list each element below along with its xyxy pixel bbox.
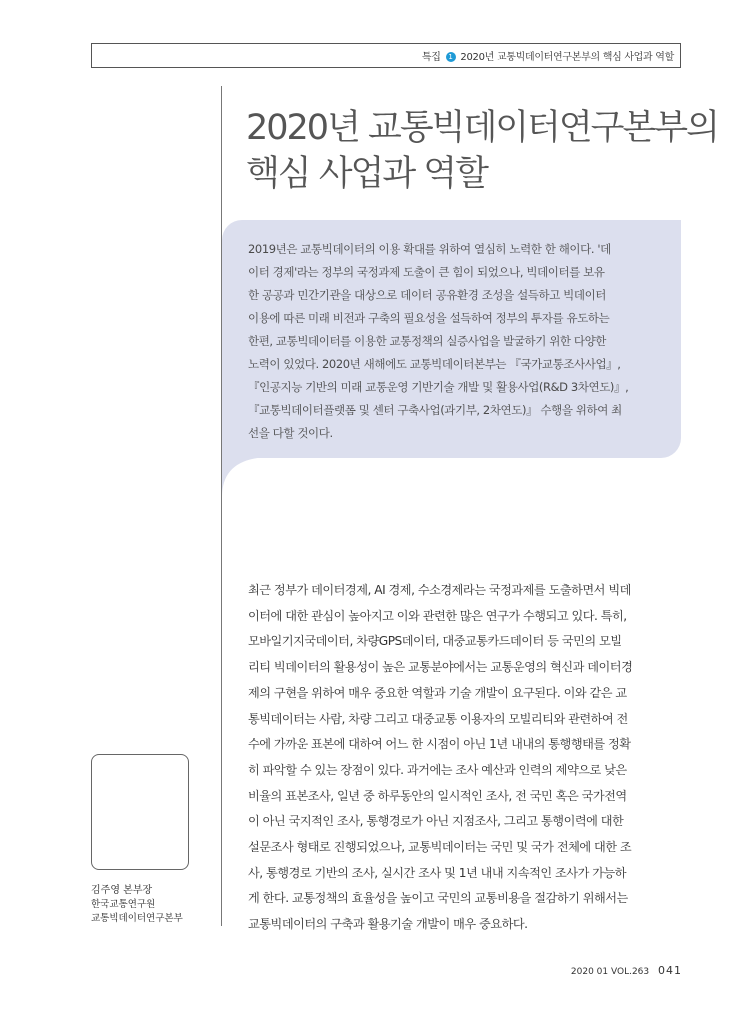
body-line: 사, 통행경로 기반의 조사, 실시간 조사 및 1년 내내 지속적인 조사가 가능하 — [248, 865, 627, 880]
title-line-2: 핵심 사업과 역할 — [246, 154, 487, 194]
body-line: 히 파악할 수 있는 장점이 있다. 과거에는 조사 예산과 인력의 제약으로 낮은 — [248, 762, 627, 777]
body-line: 통빅데이터는 사람, 차량 그리고 대중교통 이용자의 모빌리티와 관련하여 전 — [248, 711, 628, 726]
title-line-1: 2020년 교통빅데이터연구본부의 — [246, 108, 718, 148]
abstract-line: 한편, 교통빅데이터를 이용한 교통정책의 실증사업을 발굴하기 위한 다양한 — [248, 334, 607, 348]
abstract-line: 한 공공과 민간기관을 대상으로 데이터 공유환경 조성을 설득하고 빅데이터 — [248, 288, 607, 302]
running-header — [91, 43, 681, 68]
abstract-line: 이용에 따른 미래 비전과 구축의 필요성을 설득하여 정부의 투자를 유도하는 — [248, 311, 610, 325]
header-number-badge: 1 — [446, 52, 456, 62]
page-footer — [571, 964, 682, 977]
abstract-tail-curve — [222, 457, 272, 497]
body-line: 리티 빅데이터의 활용성이 높은 교통분야에서는 교통운영의 혁신과 데이터경 — [248, 660, 633, 675]
article-body — [248, 578, 681, 938]
body-line: 이 아닌 국지적인 조사, 통행경로가 아닌 지점조사, 그리고 통행이력에 대한 — [248, 814, 624, 829]
body-line: 교통빅데이터의 구축과 활용기술 개발이 매우 중요하다. — [248, 917, 528, 932]
abstract-line: 2019년은 교통빅데이터의 이용 확대를 위하여 열심히 노력한 한 해이다. '데 — [248, 242, 611, 256]
abstract-line: 선을 다할 것이다. — [248, 426, 333, 440]
abstract-text — [248, 238, 661, 445]
author-name: 김주영 본부장 — [91, 885, 153, 896]
abstract-line: 노력이 있었다. 2020년 새해에도 교통빅데이터본부는 『국가교통조사사업』, — [248, 357, 621, 371]
author-dept: 교통빅데이터연구본부 — [91, 913, 183, 924]
author-photo-placeholder — [91, 754, 189, 870]
body-line: 수에 가까운 표본에 대하여 어느 한 시점이 아닌 1년 내내의 통행행태를 정확 — [248, 737, 631, 752]
body-line: 이터에 대한 관심이 높아지고 이와 관련한 많은 연구가 수행되고 있다. 특히, — [248, 608, 627, 623]
issue-info: 2020 01 VOL.263 — [570, 967, 650, 977]
abstract-line: 『인공지능 기반의 미래 교통운영 기반기술 개발 및 활용사업(R&D 3차연도)』, — [248, 380, 629, 394]
author-info — [91, 884, 183, 926]
body-line: 게 한다. 교통정책의 효율성을 높이고 국민의 교통비용을 절감하기 위해서는 — [248, 891, 628, 906]
article-title — [246, 105, 718, 197]
header-section: 특집 — [421, 52, 441, 63]
body-line: 제의 구현을 위하여 매우 중요한 역할과 기술 개발이 요구된다. 이와 같은 교 — [248, 685, 627, 700]
header-subtitle: 2020년 교통빅데이터연구본부의 핵심 사업과 역할 — [460, 52, 674, 63]
page-number: 041 — [658, 964, 682, 977]
column-divider — [221, 86, 222, 926]
body-line: 설문조사 형태로 진행되었으나, 교통빅데이터는 국민 및 국가 전체에 대한 조 — [248, 840, 632, 855]
running-header-text — [422, 48, 674, 63]
abstract-line: 이터 경제'라는 정부의 국정과제 도출이 큰 힘이 되었으나, 빅데이터를 보유 — [248, 265, 605, 279]
body-line: 비율의 표본조사, 일년 중 하루동안의 일시적인 조사, 전 국민 혹은 국가전역 — [248, 788, 627, 803]
author-org: 한국교통연구원 — [91, 899, 156, 910]
abstract-line: 『교통빅데이터플랫폼 및 센터 구축사업(과기부, 2차연도)』 수행을 위하여 최 — [248, 403, 622, 417]
body-line: 모바일기지국데이터, 차량GPS데이터, 대중교통카드데이터 등 국민의 모빌 — [248, 634, 622, 649]
body-line: 최근 정부가 데이터경제, AI 경제, 수소경제라는 국정과제를 도출하면서 빅데 — [248, 583, 631, 597]
